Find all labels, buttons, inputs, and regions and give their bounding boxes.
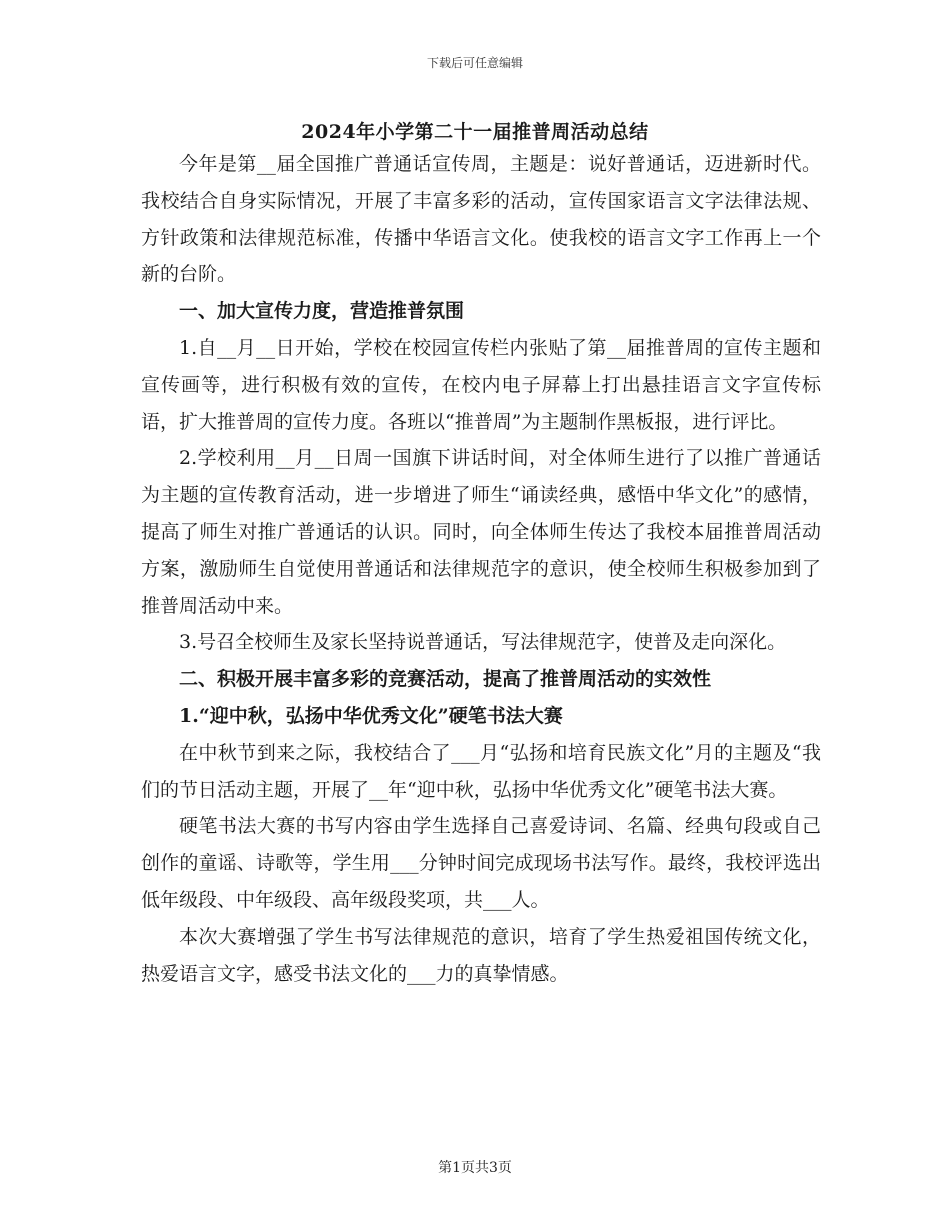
contest-result-paragraph: 本次大赛增强了学生书写法律规范的意识，培育了学生热爱祖国传统文化，热爱语言文字，感受书法文化的___力的真挚情感。 bbox=[141, 925, 821, 985]
subsection-heading-1: 1.“迎中秋，弘扬中华优秀文化”硬笔书法大赛 bbox=[179, 704, 563, 727]
section-heading-2: 二、积极开展丰富多彩的竞赛活动，提高了推普周活动的实效性 bbox=[179, 668, 712, 691]
document-body bbox=[141, 146, 821, 992]
section-heading-1: 一、加大宣传力度，营造推普氛围 bbox=[179, 300, 465, 323]
contest-content-paragraph: 硬笔书法大赛的书写内容由学生选择自己喜爱诗词、名篇、经典句段或自己创作的童谣、诗歌等，学生用___分钟时间完成现场书法写作。最终，我校评选出低年级段、中年级段、高年级段奖项，共___人。 bbox=[141, 815, 821, 911]
section-1-item-2: 2.学校利用__月__日周一国旗下讲话时间，对全体师生进行了以推广普通话为主题的宣传教育活动，进一步增进了师生“诵读经典，感悟中华文化”的感情，提高了师生对推广普通话的认识。同时，向全体师生传达了我校本届推普周活动方案，激励师生自觉使用普通话和法律规范字的意识，使全校师生积极参加到了推普周活动中来。 bbox=[141, 447, 821, 617]
intro-paragraph: 今年是第__届全国推广普通话宣传周，主题是：说好普通话，迈进新时代。我校结合自身实际情况，开展了丰富多彩的活动，宣传国家语言文字法律法规、方针政策和法律规范标准，传播中华语言文化。使我校的语言文字工作再上一个新的台阶。 bbox=[141, 153, 821, 286]
section-1-item-1: 1.自__月__日开始，学校在校园宣传栏内张贴了第__届推普周的宣传主题和宣传画等，进行积极有效的宣传，在校内电子屏幕上打出悬挂语言文字宣传标语，扩大推普周的宣传力度。各班以“推普周”为主题制作黑板报，进行评比。 bbox=[141, 336, 821, 433]
section-1-item-3: 3.号召全校师生及家长坚持说普通话，写法律规范字，使普及走向深化。 bbox=[179, 631, 787, 654]
page-number: 第1页共3页 bbox=[438, 1160, 512, 1176]
contest-intro-paragraph: 在中秋节到来之际，我校结合了___月“弘扬和培育民族文化”月的主题及“我们的节日活动主题，开展了__年“迎中秋，弘扬中华优秀文化”硬笔书法大赛。 bbox=[141, 741, 821, 801]
document-title: 2024年小学第二十一届推普周活动总结 bbox=[301, 121, 649, 143]
header-note: 下载后可任意编辑 bbox=[426, 56, 523, 70]
